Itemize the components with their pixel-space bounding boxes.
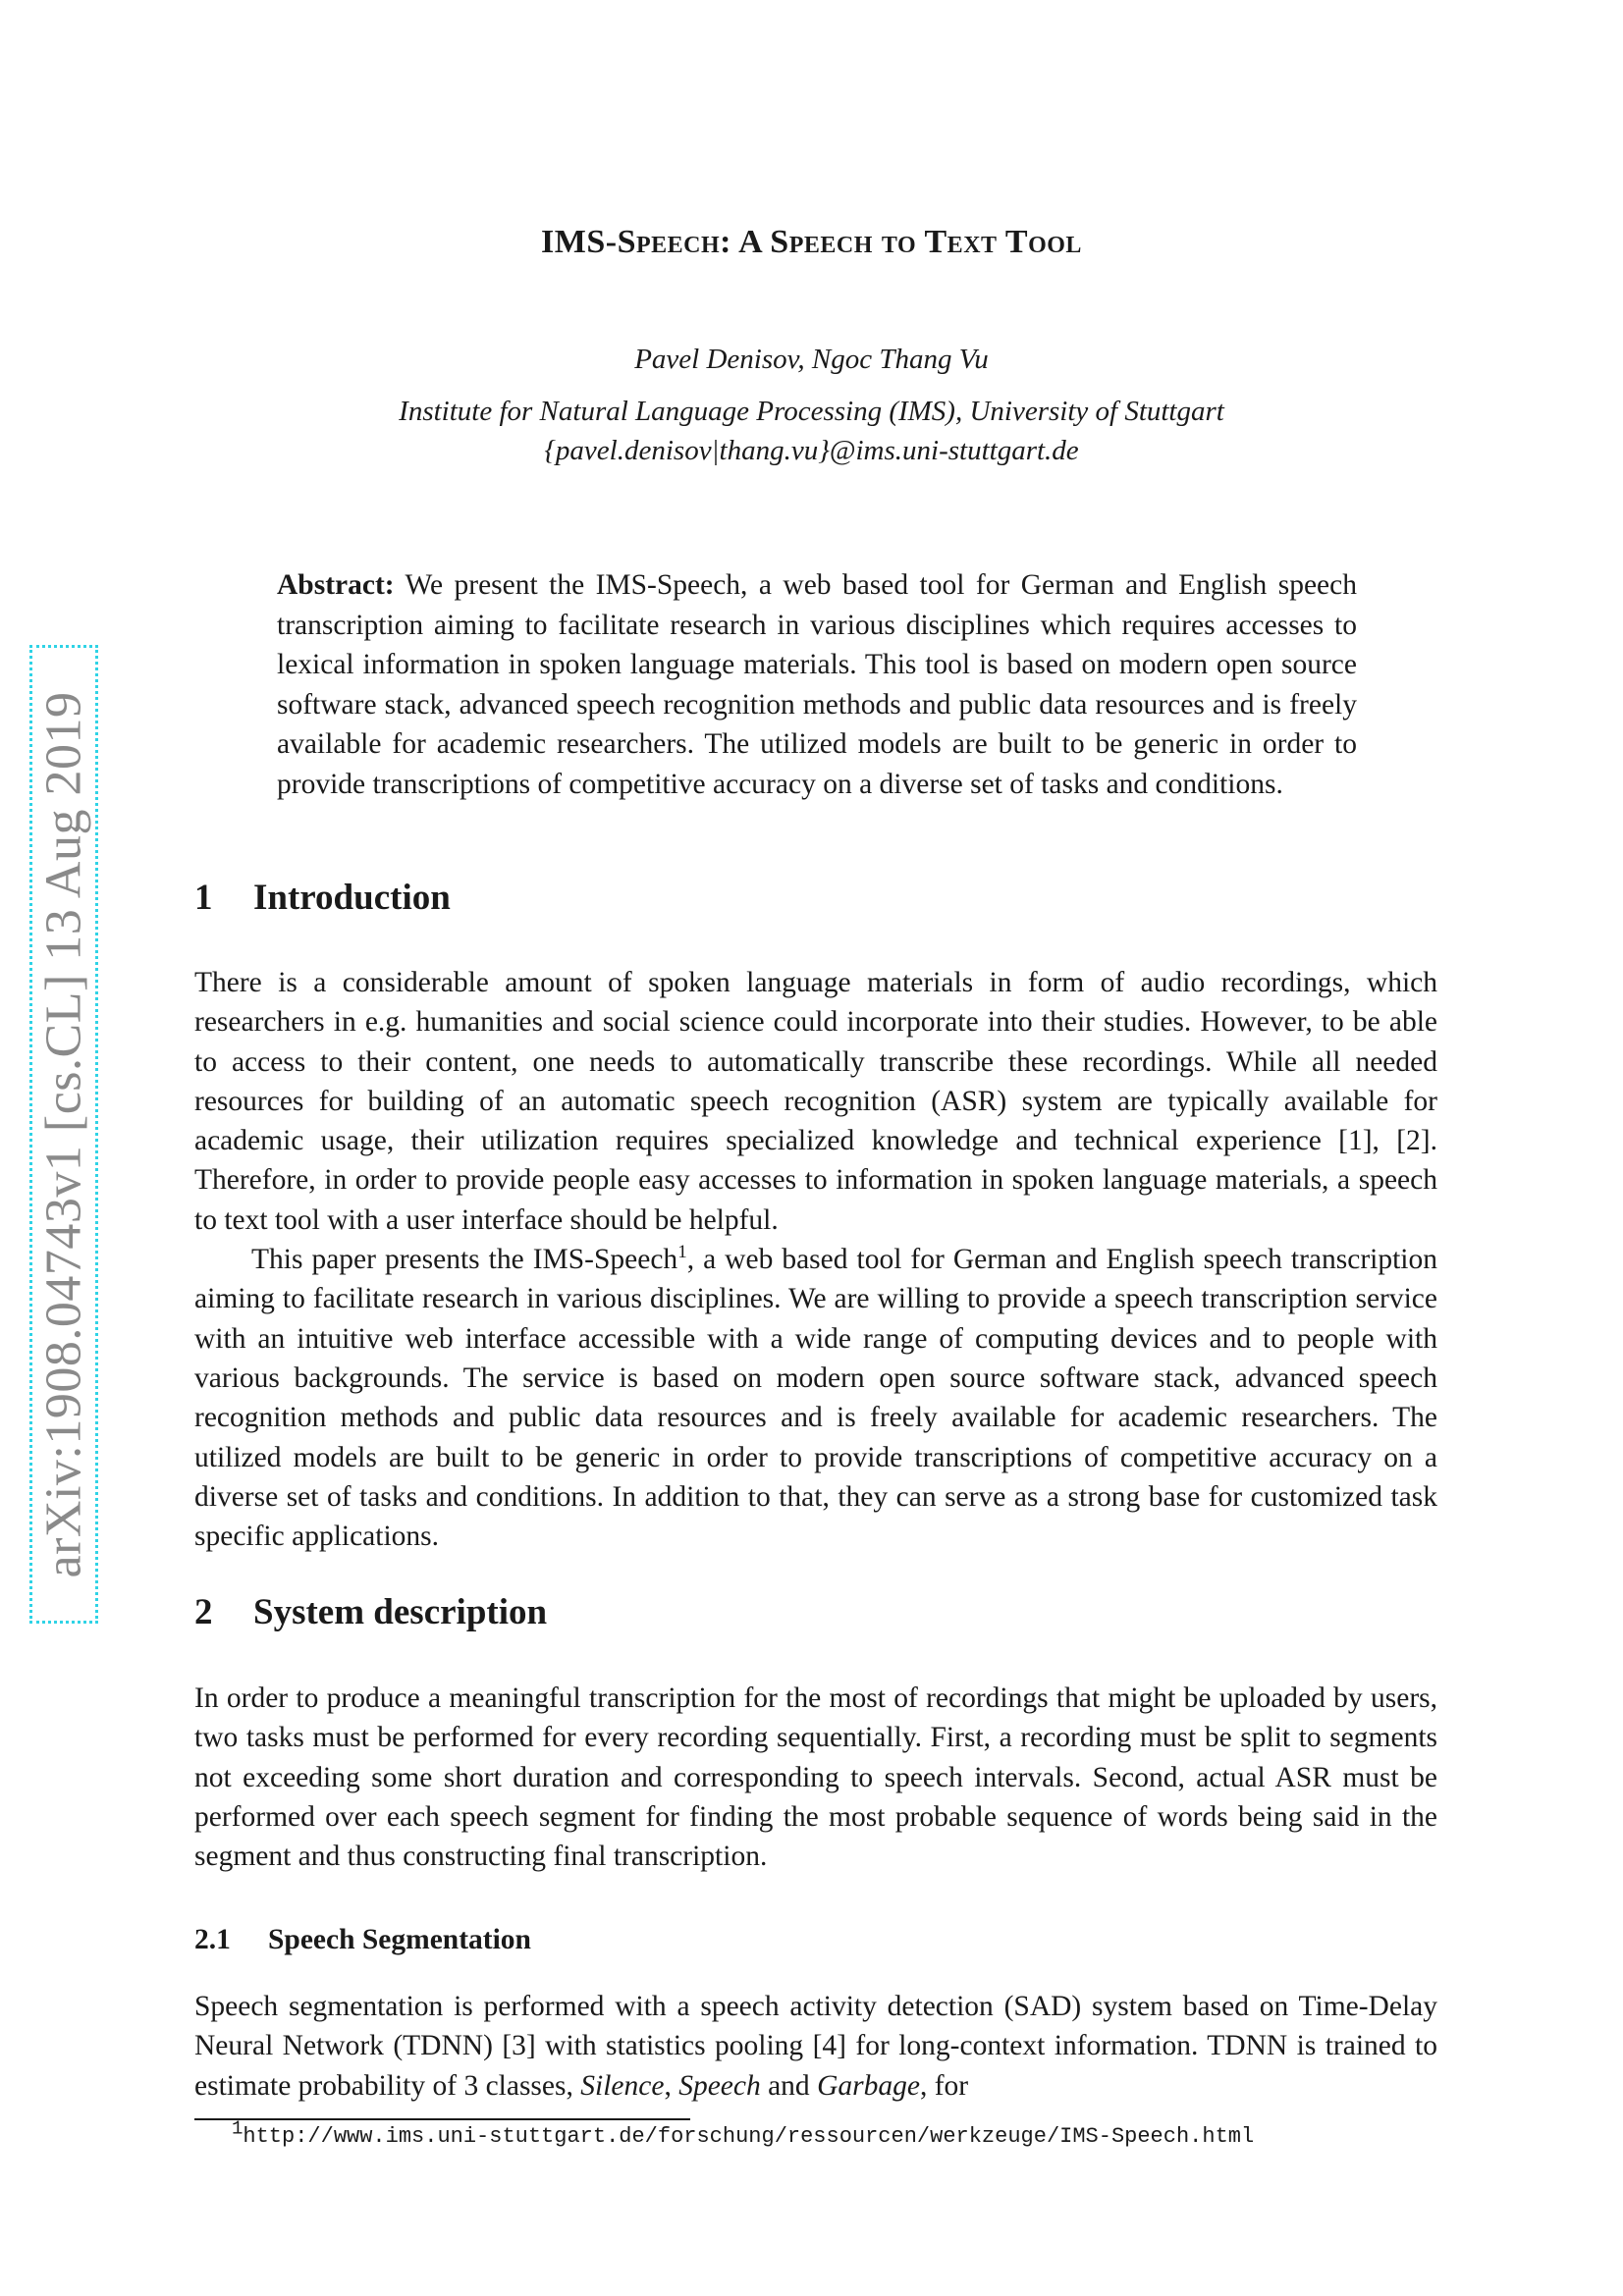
section-number: 1 — [194, 878, 213, 918]
footnote-url[interactable]: http://www.ims.uni-stuttgart.de/forschung/ressourcen/werkzeuge/IMS-Speech.html — [243, 2124, 1255, 2149]
term-garbage: Garbage — [817, 2069, 920, 2102]
section-heading-introduction — [194, 877, 451, 919]
abstract-label: Abstract: — [277, 569, 395, 601]
subsection-number: 2.1 — [194, 1924, 231, 1955]
affiliation: Institute for Natural Language Processing (IMS), University of Stuttgart — [399, 396, 1224, 427]
section-heading-system-description — [194, 1591, 547, 1633]
footnote-number: 1 — [232, 2117, 243, 2140]
paragraph: There is a considerable amount of spoken language materials in form of audio recordings, which researchers in e.g. humanities and social science could incorporate into their studies. However, to be able to access to their content, one needs to automatically transcribe these recordings. While all needed resources for building of an automatic speech recognition (ASR) system are typically available for academic usage, their utilization requires specialized knowledge and technical experience [1], [2]. Therefore, in order to provide people easy accesses to information in spoken language materials, a speech to text tool with a user interface should be helpful. — [194, 967, 1437, 1236]
speech-segmentation-body — [194, 1987, 1437, 2106]
paragraph-text: This paper presents the IMS-Speech — [251, 1244, 678, 1276]
subsection-title: Speech Segmentation — [268, 1924, 531, 1955]
section-title: Introduction — [253, 878, 451, 918]
paragraph — [194, 1987, 1437, 2106]
footnote-marker: 1 — [677, 1242, 687, 1263]
footnote-rule — [194, 2118, 690, 2120]
arxiv-identifier: arXiv:1908.04743v1 [cs.CL] 13 Aug 2019 — [35, 691, 92, 1577]
abstract — [277, 565, 1357, 804]
introduction-body — [194, 963, 1437, 1556]
abstract-text: We present the IMS-Speech, a web based tool for German and English speech transcription aiming to facilitate research in various disciplines which requires accesses to lexical information in spoken language materials. This tool is based on modern open source software stack, advanced speech recognition methods and public data resources and is freely available for academic researchers. The utilized models are built to be generic in order to provide transcriptions of competitive accuracy on a diverse set of tasks and conditions. — [277, 569, 1357, 800]
paper-title: IMS-Speech: A Speech to Text Tool — [541, 224, 1082, 260]
paragraph-text: Speech segmentation is performed with a speech activity detection (SAD) system based on Time-Delay Neural Network (TDNN) [3] with statistics pooling [4] for long-context information. TDNN is trained to estimate probability of 3 classes, — [194, 1991, 1437, 2102]
term-silence: Silence — [580, 2069, 665, 2102]
section-title: System description — [253, 1592, 548, 1632]
footnote — [232, 2117, 1255, 2149]
subsection-heading-speech-segmentation — [194, 1924, 531, 1956]
paragraph-text: , for — [919, 2069, 969, 2102]
paragraph: In order to produce a meaningful transcription for the most of recordings that might be uploaded by users, two tasks must be performed for every recording sequentially. First, a recording must be split to segments not exceeding some short duration and corresponding to speech intervals. Second, actual ASR must be performed over each speech segment for finding the most probable sequence of words being said in the segment and thus constructing final transcription. — [194, 1682, 1437, 1873]
paragraph-text: and — [760, 2069, 818, 2102]
paragraph — [194, 1240, 1437, 1556]
arxiv-identifier-stamp — [29, 645, 98, 1624]
paragraph-text: , a web based tool for German and English speech transcription aiming to facilitate research in various disciplines. We are willing to provide a speech transcription service with an intuitive web interface accessible with a wide range of computing devices and to people with various backgrounds. The service is based on modern open source software stack, advanced speech recognition methods and public data resources and is freely available for academic researchers. The utilized models are built to be generic in order to provide transcriptions of competitive accuracy on a diverse set of tasks and conditions. In addition to that, they can serve as a strong base for customized task specific applications. — [194, 1244, 1437, 1553]
section-number: 2 — [194, 1592, 213, 1632]
paragraph-text: , — [664, 2069, 679, 2102]
author-emails: {pavel.denisov|thang.vu}@ims.uni-stuttgart.de — [544, 435, 1079, 466]
system-description-body — [194, 1679, 1437, 1876]
term-speech: Speech — [678, 2069, 761, 2102]
authors: Pavel Denisov, Ngoc Thang Vu — [634, 344, 989, 375]
